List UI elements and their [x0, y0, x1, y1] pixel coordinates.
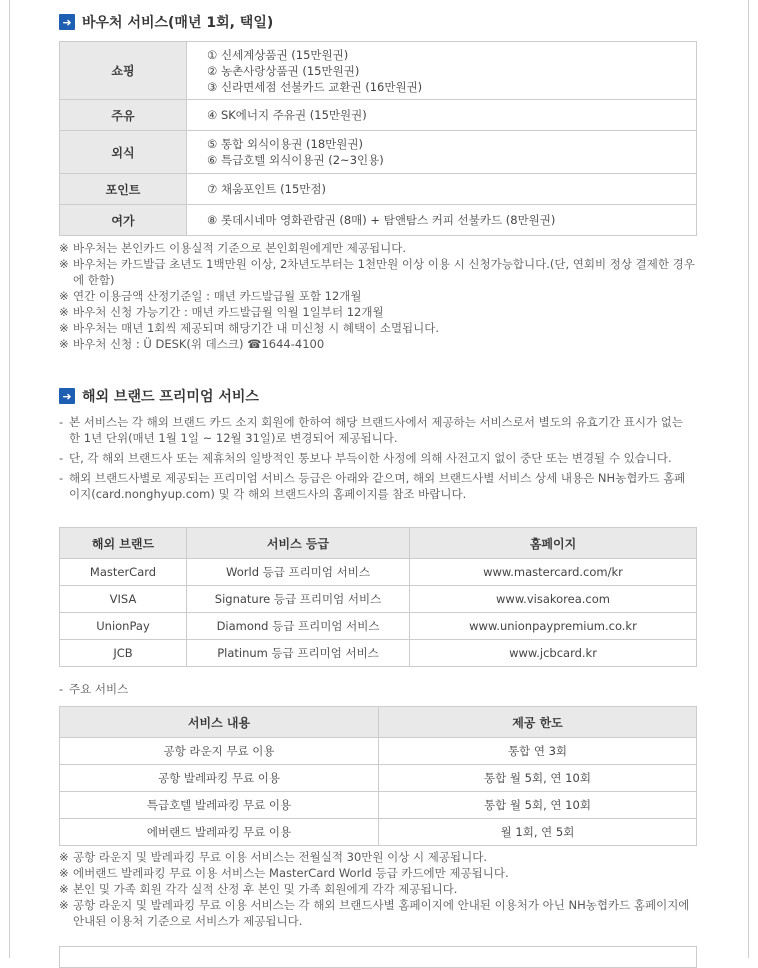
voucher-row-leisure	[60, 205, 697, 236]
arrow-right-icon: ➜	[59, 388, 75, 404]
table-row	[60, 819, 697, 846]
voucher-category: 포인트	[60, 174, 187, 205]
brand-name: MasterCard	[60, 559, 187, 586]
note-text: 바우처 신청 : Ü DESK(위 데스크) ☎1644-4100	[73, 337, 325, 351]
service-limit: 통합 연 3회	[379, 738, 697, 765]
voucher-row-shopping	[60, 42, 697, 100]
voucher-item: ② 농촌사랑상품권 (15만원권)	[207, 63, 360, 78]
voucher-row-dining	[60, 131, 697, 174]
voucher-item: ① 신세계상품권 (15만원권)	[207, 47, 349, 62]
bullet-mark: -	[59, 415, 64, 429]
premium-notes	[59, 849, 699, 929]
bullet-text: 본 서비스는 각 해외 브랜드 카드 소지 회원에 한하여 해당 브랜드사에서 제공하는 서비스로서 별도의 유효기간 표시가 없는 한 1년 단위(매년 1월 1일 ~ 12월 31일)로 변경되어 제공됩니다.	[69, 415, 683, 445]
voucher-items	[187, 205, 697, 236]
bullet-mark: -	[59, 451, 64, 465]
voucher-row-fuel	[60, 100, 697, 131]
note-text: 바우처는 본인카드 이용실적 기준으로 본인회원에게만 제공됩니다.	[73, 241, 406, 255]
note-text: 본인 및 가족 회원 각각 실적 산정 후 본인 및 가족 회원에게 각각 제공됩니다.	[73, 882, 458, 896]
voucher-item: ⑧ 롯데시네마 영화관람권 (8매) + 탐앤탐스 커피 선불카드 (8만원권)	[207, 213, 556, 227]
table-row	[60, 738, 697, 765]
premium-bullets	[59, 414, 689, 502]
bullet-text: 주요 서비스	[69, 682, 129, 696]
brand-table-header	[60, 528, 697, 559]
note-text: 바우처는 카드발급 초년도 1백만원 이상, 2차년도부터는 1천만원 이상 이용 시 신청가능합니다.(단, 연회비 정상 결제한 경우에 한함)	[73, 257, 695, 287]
arrow-right-icon: ➜	[59, 14, 75, 30]
bullet-mark: -	[59, 471, 64, 485]
voucher-category: 쇼핑	[60, 42, 187, 100]
homepage-link[interactable]: www.visakorea.com	[410, 586, 697, 613]
header-cell: 서비스 내용	[60, 707, 379, 738]
service-table-header	[60, 707, 697, 738]
brand-name: JCB	[60, 640, 187, 667]
table-row	[60, 640, 697, 667]
service-grade: Diamond 등급 프리미엄 서비스	[187, 613, 410, 640]
voucher-item: ④ SK에너지 주유권 (15만원권)	[207, 108, 367, 122]
voucher-item: ③ 신라면세점 선불카드 교환권 (16만원권)	[207, 79, 423, 94]
bullet-item	[59, 681, 689, 697]
bullet-text: 해외 브랜드사별로 제공되는 프리미엄 서비스 등급은 아래와 같으며, 해외 브랜드사별 서비스 상세 내용은 NH농협카드 홈페이지(card.nonghyup.com) 및 각 해외 브랜드사의 홈페이지를 참조 바랍니다.	[69, 471, 686, 501]
note-mark: ※	[59, 305, 69, 319]
note-item	[59, 320, 699, 336]
service-name: 특급호텔 발레파킹 무료 이용	[60, 792, 379, 819]
note-mark: ※	[59, 337, 69, 351]
header-cell: 해외 브랜드	[60, 528, 187, 559]
voucher-row-point	[60, 174, 697, 205]
service-table	[59, 706, 697, 846]
note-item	[59, 849, 699, 865]
brand-name: VISA	[60, 586, 187, 613]
note-item	[59, 304, 699, 320]
note-mark: ※	[59, 321, 69, 335]
note-mark: ※	[59, 850, 69, 864]
note-mark: ※	[59, 882, 69, 896]
voucher-category: 여가	[60, 205, 187, 236]
voucher-items	[187, 174, 697, 205]
note-mark: ※	[59, 241, 69, 255]
bullet-mark: -	[59, 682, 64, 696]
voucher-item: ⑥ 특급호텔 외식이용권 (2~3인용)	[207, 153, 384, 167]
bullet-text: 단, 각 해외 브랜드사 또는 제휴처의 일방적인 통보나 부득이한 사정에 의해 사전고지 없이 중단 또는 변경될 수 있습니다.	[69, 451, 672, 465]
service-limit: 통합 월 5회, 연 10회	[379, 765, 697, 792]
voucher-title-text: 바우처 서비스(매년 1회, 택일)	[82, 15, 274, 31]
header-cell: 서비스 등급	[187, 528, 410, 559]
voucher-category: 외식	[60, 131, 187, 174]
bullet-item	[59, 450, 689, 466]
voucher-item: ⑤ 통합 외식이용권 (18만원권)	[207, 137, 363, 151]
note-text: 공항 라운지 및 발레파킹 무료 이용 서비스는 각 해외 브랜드사별 홈페이지에 안내된 이용처가 아닌 NH농협카드 홈페이지에 안내된 이용처 기준으로 서비스가 제공됩니다.	[73, 898, 690, 928]
brand-name: UnionPay	[60, 613, 187, 640]
header-cell: 제공 한도	[379, 707, 697, 738]
note-mark: ※	[59, 257, 69, 271]
note-item	[59, 336, 699, 352]
voucher-item: ⑦ 채움포인트 (15만점)	[207, 182, 326, 196]
voucher-items	[187, 131, 697, 174]
bullet-item	[59, 414, 689, 446]
voucher-items	[187, 42, 697, 100]
note-text: 바우처 신청 가능기간 : 매년 카드발급월 익월 1일부터 12개월	[73, 305, 384, 319]
homepage-link[interactable]: www.jcbcard.kr	[410, 640, 697, 667]
premium-title-text: 해외 브랜드 프리미엄 서비스	[82, 389, 259, 405]
note-item	[59, 865, 699, 881]
note-item	[59, 240, 699, 256]
service-limit: 월 1회, 연 5회	[379, 819, 697, 846]
note-item	[59, 897, 699, 929]
homepage-link[interactable]: www.mastercard.com/kr	[410, 559, 697, 586]
next-table-edge	[59, 946, 697, 968]
main-service-label	[59, 681, 689, 697]
voucher-section-title	[59, 12, 273, 32]
note-item	[59, 288, 699, 304]
service-grade: World 등급 프리미엄 서비스	[187, 559, 410, 586]
note-text: 에버랜드 발레파킹 무료 이용 서비스는 MasterCard World 등급 카드에만 제공됩니다.	[73, 866, 509, 880]
table-row	[60, 765, 697, 792]
service-name: 공항 발레파킹 무료 이용	[60, 765, 379, 792]
voucher-category: 주유	[60, 100, 187, 131]
note-mark: ※	[59, 866, 69, 880]
note-item	[59, 256, 699, 288]
service-grade: Signature 등급 프리미엄 서비스	[187, 586, 410, 613]
bullet-item	[59, 470, 689, 502]
note-mark: ※	[59, 898, 69, 912]
note-item	[59, 881, 699, 897]
note-text: 바우처는 매년 1회씩 제공되며 해당기간 내 미신청 시 혜택이 소멸됩니다.	[73, 321, 440, 335]
homepage-link[interactable]: www.unionpaypremium.co.kr	[410, 613, 697, 640]
voucher-notes	[59, 240, 699, 352]
brand-table	[59, 527, 697, 667]
service-grade: Platinum 등급 프리미엄 서비스	[187, 640, 410, 667]
table-row	[60, 586, 697, 613]
note-mark: ※	[59, 289, 69, 303]
table-row	[60, 559, 697, 586]
service-name: 에버랜드 발레파킹 무료 이용	[60, 819, 379, 846]
table-row	[60, 613, 697, 640]
service-name: 공항 라운지 무료 이용	[60, 738, 379, 765]
table-row	[60, 792, 697, 819]
voucher-table	[59, 41, 697, 236]
service-limit: 통합 월 5회, 연 10회	[379, 792, 697, 819]
note-text: 공항 라운지 및 발레파킹 무료 이용 서비스는 전월실적 30만원 이상 시 제공됩니다.	[73, 850, 487, 864]
header-cell: 홈페이지	[410, 528, 697, 559]
note-text: 연간 이용금액 산정기준일 : 매년 카드발급월 포함 12개월	[73, 289, 362, 303]
voucher-items	[187, 100, 697, 131]
premium-section-title	[59, 386, 259, 406]
